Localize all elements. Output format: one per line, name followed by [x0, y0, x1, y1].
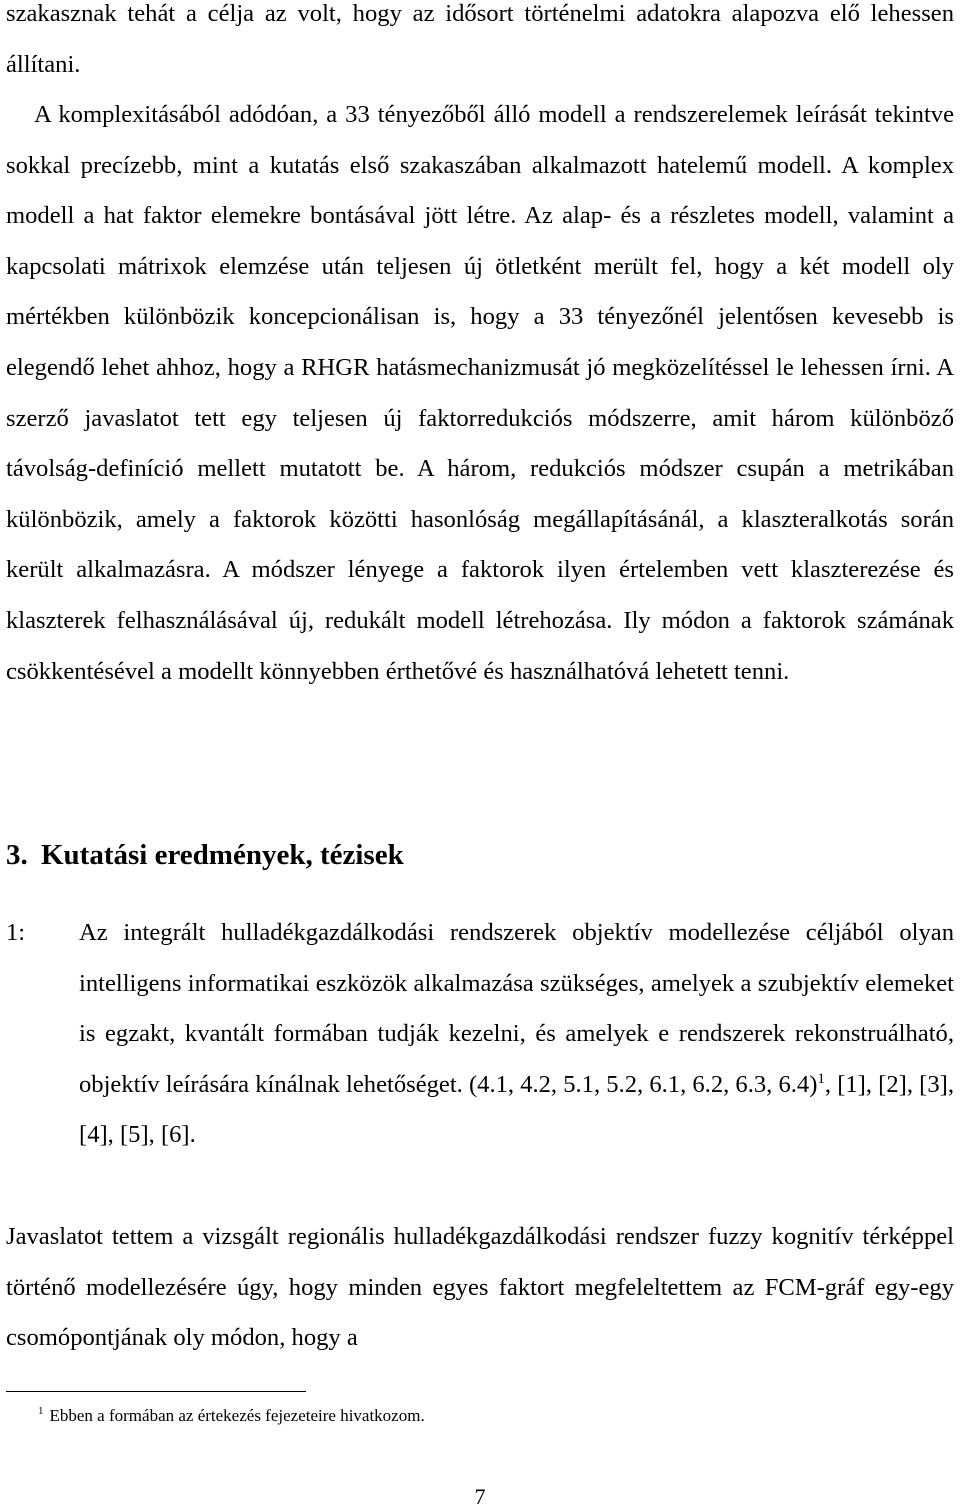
- paragraph-continuation: szakasznak tehát a célja az volt, hogy az idősort történelmi adatokra alapozva elő lehessen állítani.: [6, 0, 954, 78]
- footnote-marker: 1: [38, 1405, 44, 1418]
- footnote-text: Ebben a formában az értekezés fejezeteire hivatkozom.: [49, 1406, 425, 1425]
- footnote: [38, 1404, 425, 1428]
- thesis-text: [79, 908, 954, 1161]
- section-title: Kutatási eredmények, tézisek: [41, 839, 404, 871]
- section-number: 3.: [6, 839, 28, 871]
- thesis-number: 1:: [6, 919, 26, 946]
- section-heading: [6, 830, 404, 880]
- page-number: 7: [474, 1484, 486, 1509]
- thesis-statement: Az integrált hulladékgazdálkodási rendszerek objektív modellezése céljából olyan intelligens informatikai eszközök alkalmazása szükséges, amelyek a szubjektív elemeket is egzakt, kvantált formában tudják kezelni, és amelyek e rendszerek rekonstruálható, objektív leírására kínálnak lehetőséget. (4.1, 4.2, 5.1, 5.2, 6.1, 6.2, 6.3, 6.4): [79, 919, 954, 1098]
- footnote-reference[interactable]: 1: [817, 1070, 825, 1087]
- paragraph-model-description: A komplexitásából adódóan, a 33 tényezőből álló modell a rendszerelemek leírását tekintve sokkal precízebb, mint a kutatás első szakaszában alkalmazott hatelemű modell. A komplex modell a hat faktor elemekre bontásával jött létre. Az alap- és a részletes modell, valamint a kapcsolati mátrixok elemzése után teljesen új ötletként merült fel, hogy a két modell oly mértékben különbözik koncepcionálisan is, hogy a 33 tényezőnél jelentősen kevesebb is elegendő lehet ahhoz, hogy a RHGR hatásmechanizmusát jó megközelítéssel le lehessen írni. A szerző javaslatot tett egy teljesen új faktorredukciós módszerre, amit három különböző távolság-definíció mellett mutatott be. A három, redukciós módszer csupán a metrikában különbözik, amely a faktorok közötti hasonlóság megállapításánál, a klaszteralkotás során került alkalmazásra. A módszer lényege a faktorok ilyen értelemben vett klaszterezése és klaszterek felhasználásával új, redukált modell létrehozása. Ily módon a faktorok számának csökkentésével a modellt könnyebben érthetővé és használhatóvá lehetett tenni.: [6, 101, 954, 685]
- thesis-references: , [1], [2], [3], [4], [5], [6].: [79, 1070, 954, 1149]
- thesis-item: [6, 908, 956, 1161]
- paragraph-fcm-proposal: Javaslatot tettem a vizsgált regionális hulladékgazdálkodási rendszer fuzzy kognitív térképpel történő modellezésére úgy, hogy minden egyes faktort megfeleltettem az FCM-gráf egy-egy csomópontjának oly módon, hogy a: [6, 1223, 954, 1352]
- footnote-divider: [6, 1391, 306, 1392]
